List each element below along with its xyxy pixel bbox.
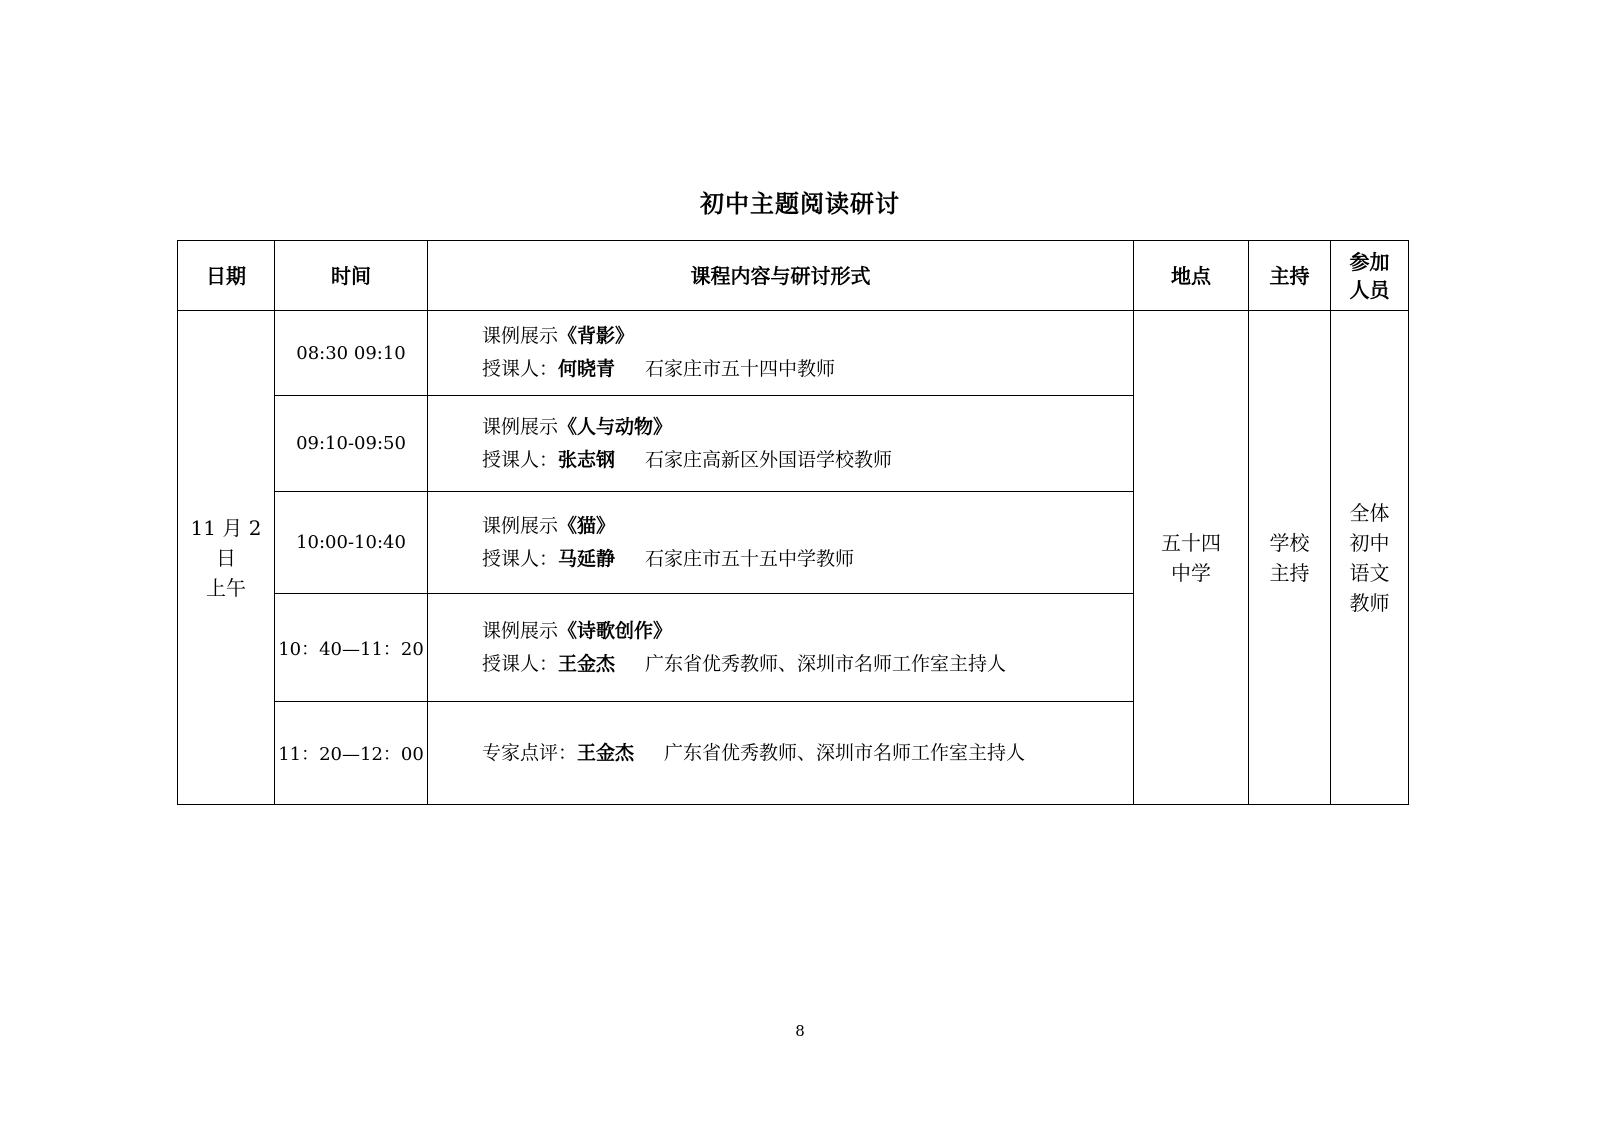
review-line <box>482 737 1133 770</box>
header-participants-line1: 参加 <box>1349 249 1390 274</box>
time-cell: 09:10-09:50 <box>275 396 428 492</box>
course-prefix: 课例展示 <box>482 619 559 642</box>
reviewer-affiliation: 广东省优秀教师、深圳市名师工作室主持人 <box>664 741 1026 764</box>
header-participants-line2: 人员 <box>1349 277 1390 302</box>
header-participants <box>1331 241 1409 311</box>
host-line2: 主持 <box>1269 560 1310 585</box>
header-date: 日期 <box>178 241 275 311</box>
content-cell <box>428 702 1134 805</box>
location-cell <box>1134 311 1249 805</box>
table-row <box>178 311 1409 396</box>
course-title: 《诗歌创作》 <box>558 619 673 642</box>
teacher-label: 授课人： <box>482 547 559 570</box>
course-line <box>482 510 1133 543</box>
participants-line2: 初中 <box>1349 530 1390 555</box>
teacher-label: 授课人： <box>482 358 559 380</box>
teacher-line <box>482 543 1133 576</box>
course-line <box>482 320 1133 353</box>
teacher-affiliation: 广东省优秀教师、深圳市名师工作室主持人 <box>645 652 1007 675</box>
course-title: 《背影》 <box>558 325 635 347</box>
schedule-table <box>177 240 1409 805</box>
host-line1: 学校 <box>1269 530 1310 555</box>
teacher-name: 何晓青 <box>558 358 616 380</box>
header-location: 地点 <box>1134 241 1249 311</box>
teacher-line <box>482 648 1133 681</box>
date-line1: 11 月 2 日 <box>190 515 262 570</box>
teacher-affiliation: 石家庄高新区外国语学校教师 <box>645 448 893 471</box>
course-line <box>482 411 1133 444</box>
page-title: 初中主题阅读研讨 <box>700 189 900 218</box>
location-line2: 中学 <box>1171 560 1211 585</box>
teacher-line <box>482 353 1133 386</box>
time-cell: 10:00-10:40 <box>275 492 428 594</box>
teacher-line <box>482 444 1133 477</box>
time-cell: 10：40—11：20 <box>275 594 428 702</box>
host-cell <box>1249 311 1331 805</box>
content-cell <box>428 311 1134 396</box>
course-line <box>482 615 1133 648</box>
teacher-label: 授课人： <box>482 652 559 675</box>
header-row <box>178 241 1409 311</box>
participants-cell <box>1331 311 1409 805</box>
location-line1: 五十四 <box>1161 530 1221 555</box>
content-cell <box>428 594 1134 702</box>
review-label: 专家点评： <box>482 741 578 764</box>
participants-line1: 全体 <box>1349 500 1390 525</box>
page-number: 8 <box>795 1022 805 1040</box>
course-prefix: 课例展示 <box>482 415 559 438</box>
teacher-affiliation: 石家庄市五十五中学教师 <box>645 547 855 570</box>
course-prefix: 课例展示 <box>482 514 559 537</box>
header-content: 课程内容与研讨形式 <box>428 241 1134 311</box>
content-cell <box>428 492 1134 594</box>
teacher-name: 马延静 <box>558 547 616 570</box>
teacher-label: 授课人： <box>482 448 559 471</box>
teacher-affiliation: 石家庄市五十四中教师 <box>645 358 836 380</box>
date-cell <box>178 311 275 805</box>
course-title: 《猫》 <box>558 514 616 537</box>
teacher-name: 王金杰 <box>558 652 616 675</box>
content-cell <box>428 396 1134 492</box>
time-cell: 08:30 09:10 <box>275 311 428 396</box>
course-title: 《人与动物》 <box>558 415 673 438</box>
course-prefix: 课例展示 <box>482 325 559 347</box>
participants-line4: 教师 <box>1349 590 1390 615</box>
header-host: 主持 <box>1249 241 1331 311</box>
participants-line3: 语文 <box>1349 560 1390 585</box>
teacher-name: 张志钢 <box>558 448 616 471</box>
time-cell: 11：20—12：00 <box>275 702 428 805</box>
header-time: 时间 <box>275 241 428 311</box>
date-line2: 上午 <box>206 575 246 600</box>
reviewer-name: 王金杰 <box>577 741 635 764</box>
